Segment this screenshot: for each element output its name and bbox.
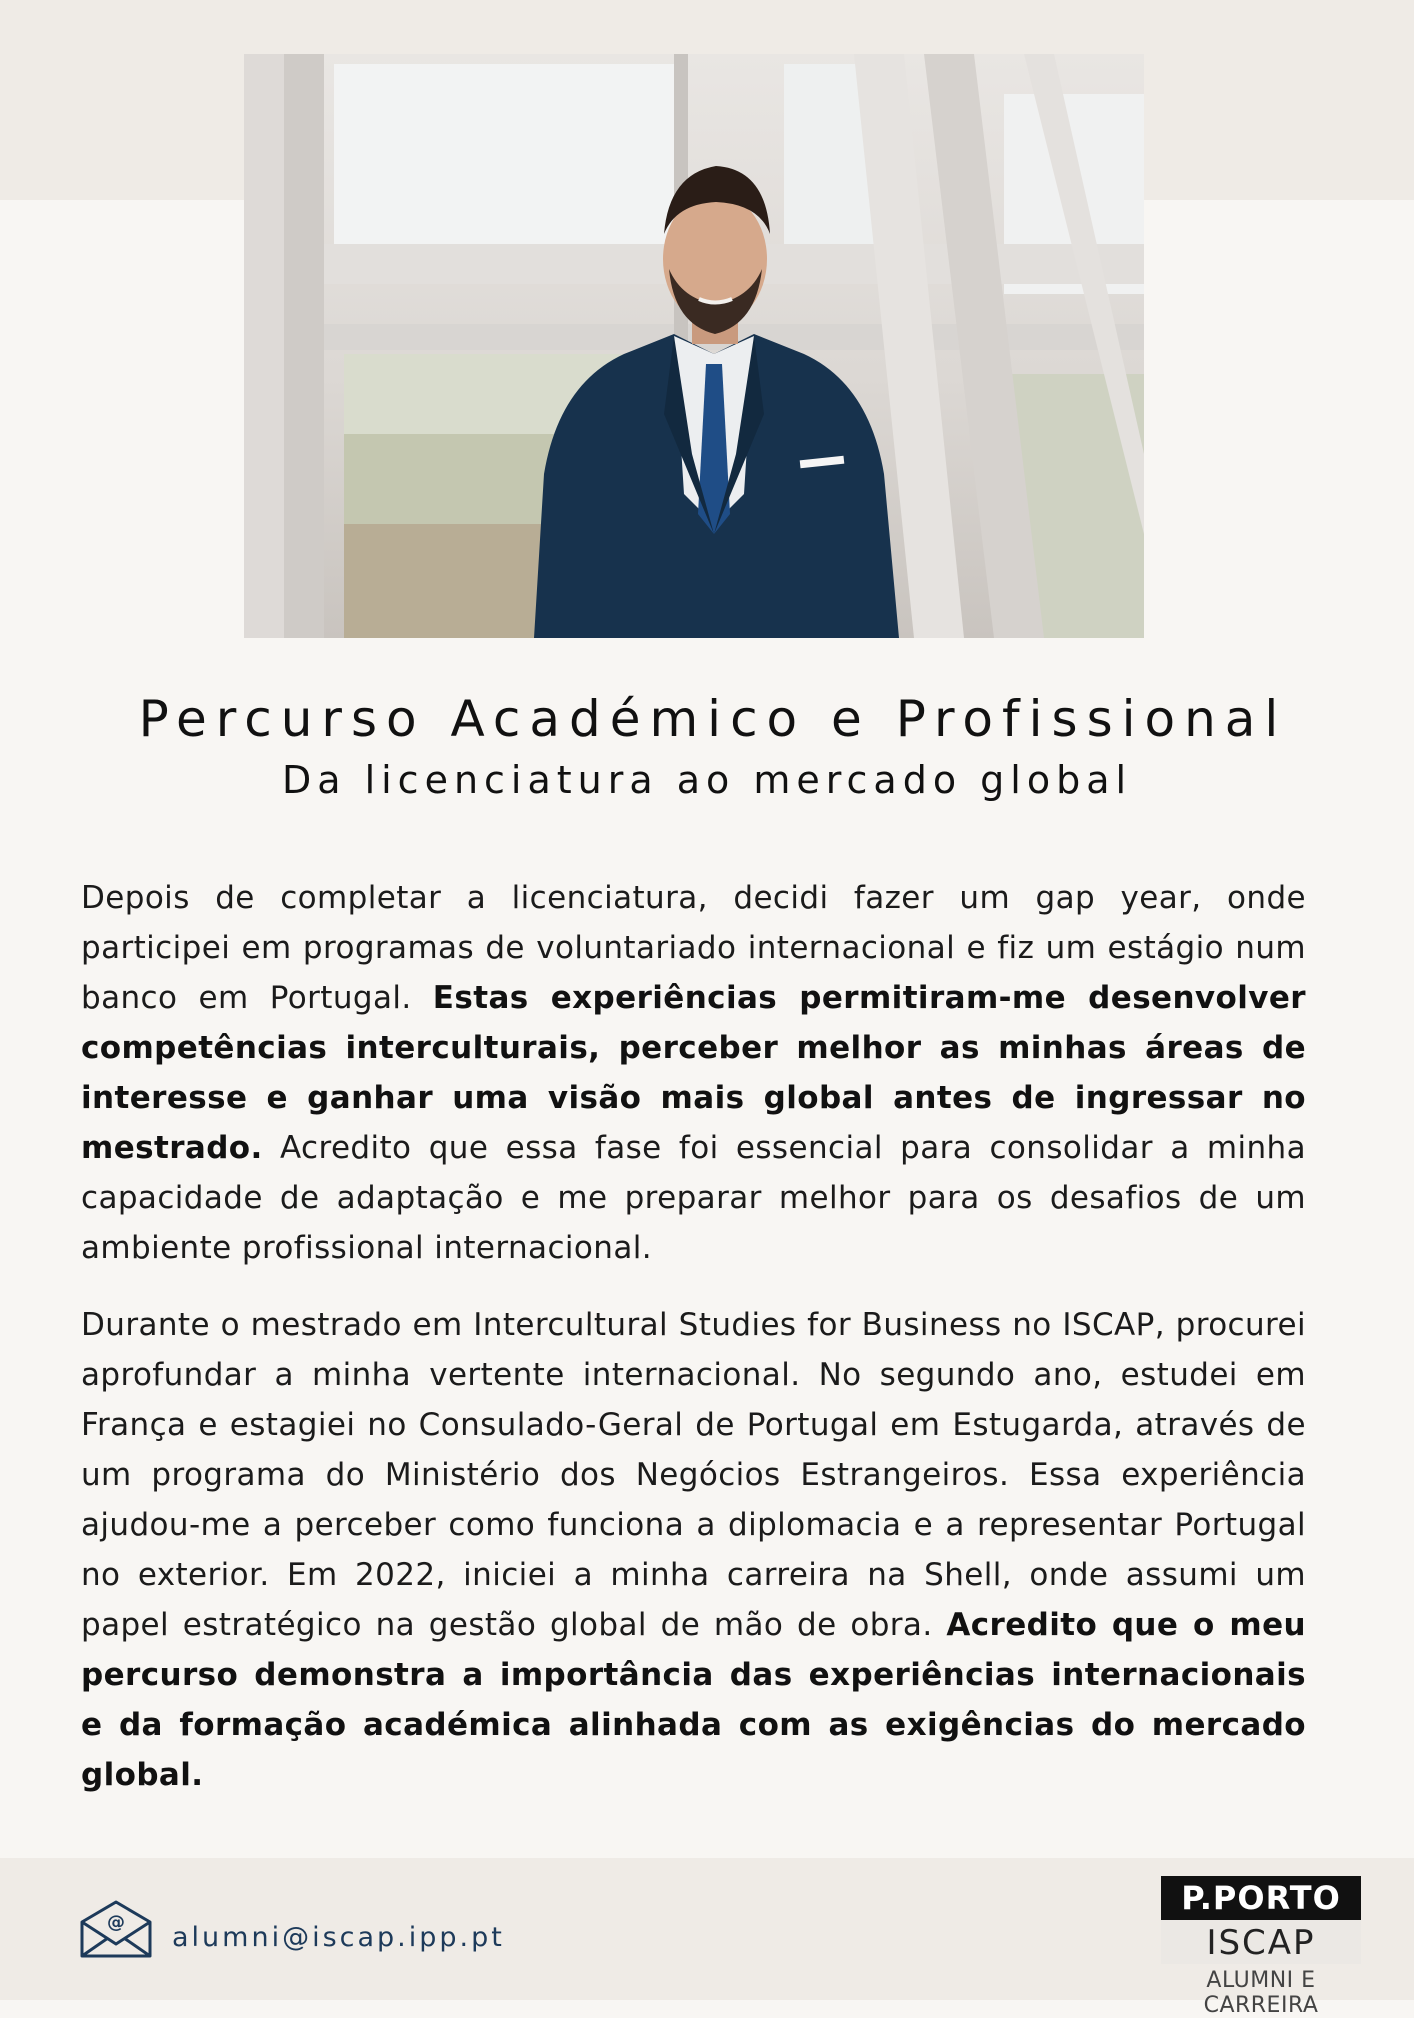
paragraph-1 xyxy=(81,873,1306,1273)
contact-email-link[interactable]: alumni@iscap.ipp.pt xyxy=(172,1922,505,1953)
pporto-iscap-logo xyxy=(1146,1876,1376,2018)
page-subtitle: Da licenciatura ao mercado global xyxy=(281,758,1133,802)
page-title: Percurso Académico e Profissional xyxy=(138,690,1288,748)
logo-tagline: ALUMNI E CARREIRA xyxy=(1203,1968,1319,2018)
logo-pporto: P.PORTO xyxy=(1161,1876,1361,1920)
portrait-photo xyxy=(244,54,1144,638)
text-segment: Depois de completar a licenciatura, decidi fazer um gap year, onde participei em programas de voluntariado internacional e fiz um estágio num banco em Portugal. xyxy=(81,880,1306,1016)
paragraph-2 xyxy=(81,1300,1306,1800)
article-body xyxy=(81,873,1306,1827)
envelope-at-icon xyxy=(80,1900,152,1958)
text-segment: Acredito que essa fase foi essencial para consolidar a minha capacidade de adaptação e me preparar melhor para os desafios de um ambiente profissional internacional. xyxy=(81,1130,1306,1266)
svg-text:@: @ xyxy=(107,1912,125,1933)
bold-segment: Acredito que o meu percurso demonstra a importância das experiências internacionais e da formação académica alinhada com as exigências do mercado global. xyxy=(81,1607,1306,1793)
text-segment: Durante o mestrado em Intercultural Studies for Business no ISCAP, procurei aprofundar a minha vertente internacional. No segundo ano, estudei em França e estagiei no Consulado-Geral de Portugal em Estugarda, através de um programa do Ministério dos Negócios Estrangeiros. Essa experiência ajudou-me a perceber como funciona a diplomacia e a representar Portugal no exterior. Em 2022, iniciei a minha carreira na Shell, onde assumi um papel estratégico na gestão global de mão de obra. xyxy=(81,1307,1306,1643)
logo-iscap: ISCAP xyxy=(1161,1920,1361,1964)
bold-segment: Estas experiências permitiram-me desenvolver competências interculturais, perceber melhor as minhas áreas de interesse e ganhar uma visão mais global antes de ingressar no mestrado. xyxy=(81,980,1306,1166)
heading-block xyxy=(0,690,1414,802)
